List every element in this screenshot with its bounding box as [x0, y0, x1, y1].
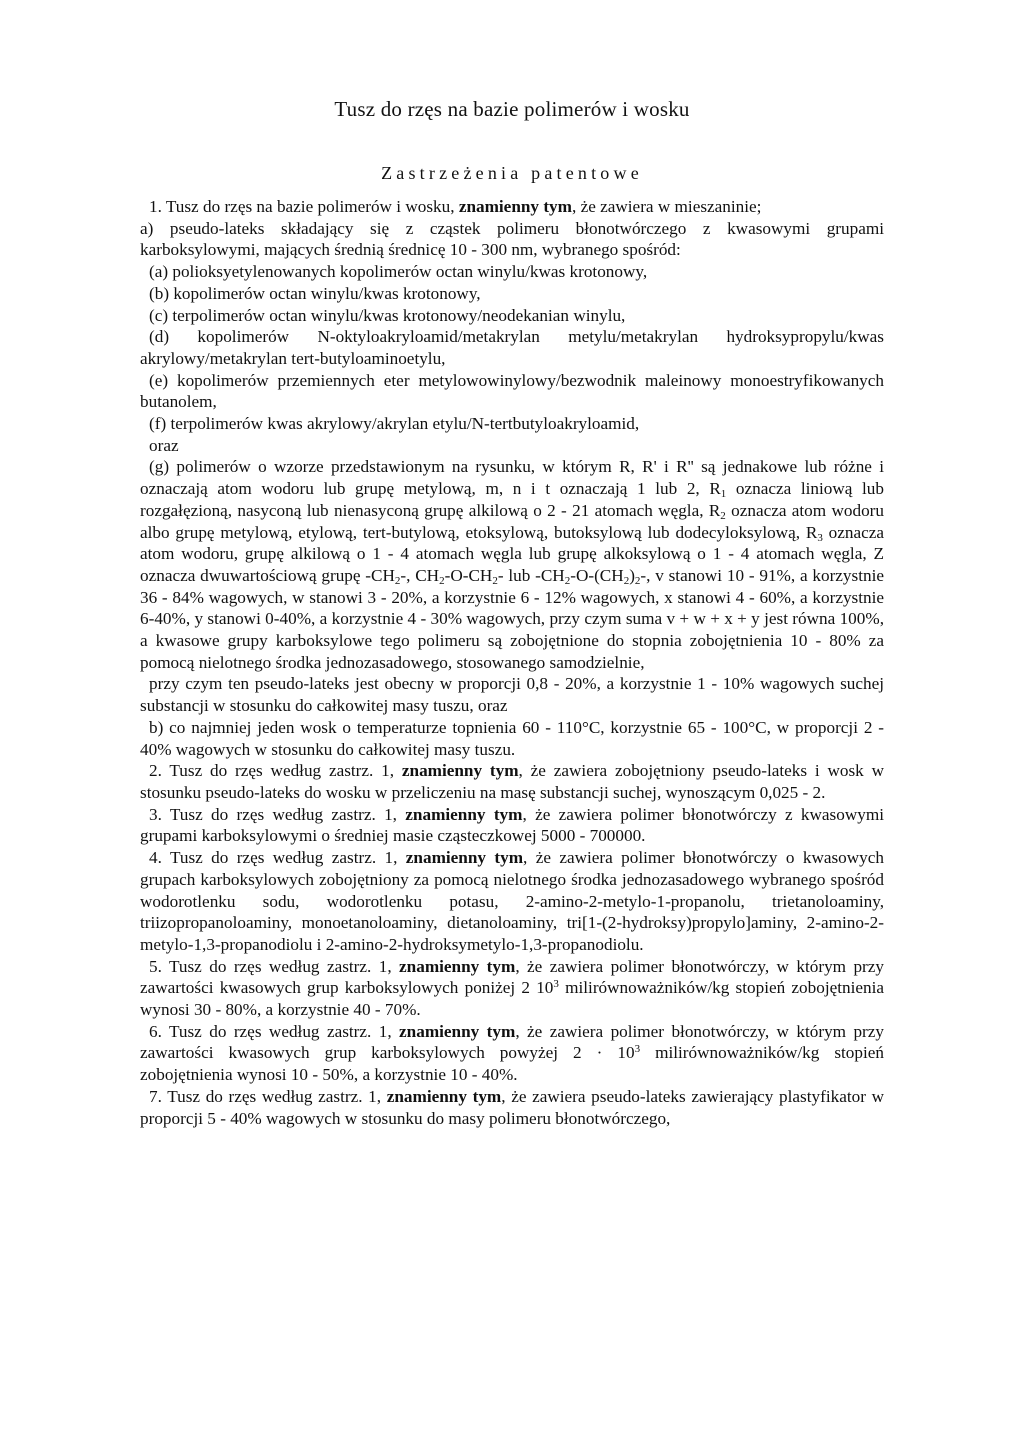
claim-7-text: , że zawiera pseudo-lateks zawierający plastyfikator w proporcji 5 - 40% wagowych w stosunku do masy polimeru błonotwórczego, [140, 1086, 884, 1128]
claim-6-text-end: milirównoważników/kg stopień zobojętnienia wynosi 10 - 50%, a korzystnie 10 - 40%. [140, 1043, 884, 1085]
claim-6-exponent: 3 [634, 1043, 641, 1056]
g-sub-5: 2 [439, 574, 445, 587]
g-sub-1: 1 [720, 488, 727, 501]
claim-6-text: , że zawiera polimer błonotwórczy, w którym przy zawartości kwasowych grup karboksylowych powyżej 2 · 10 [140, 1021, 884, 1063]
document-subtitle: Zastrzeżenia patentowe [381, 163, 643, 183]
claim-5-text-end: milirównoważników/kg stopień zobojętnienia wynosi 30 - 80%, a korzystnie 40 - 70%. [140, 978, 884, 1020]
list-connector-oraz: oraz [149, 435, 179, 455]
claim-2-number-text: 2. Tusz do rzęs według zastrz. 1, [149, 761, 395, 781]
list-item-c: (c) terpolimerów octan winylu/kwas krotonowy/neodekanian winylu, [149, 305, 626, 325]
g-text-10: -, v stanowi 10 - 91%, a korzystnie 36 - 84% wagowych, w stanowi 3 - 20%, a korzystnie 6 - 12% wagowych, x stanowi 4 - 60%, a korzystnie 6-40%, y stanowi 0-40%, a korzystnie 4 - 30% wagowych, przy czym suma v + w + x + y jest równa 100%, a kwasowe grupy karboksylowe tego polimeru są zobojętnione do stopnia zobojętnienia 10 - 80% za pomocą nielotnego środka jednozasadowego, stosowanego samodzielnie, [140, 565, 884, 672]
list-item-d: (d) kopolimerów N-oktyloakryloamid/metakrylan metylu/metakrylan hydroksypropylu/kwas akrylowy/metakrylan tert-butyloaminoetylu, [140, 327, 884, 368]
claim-1-number-text: 1. Tusz do rzęs na bazie polimerów i wosku, [149, 197, 455, 216]
list-item-e: (e) kopolimerów przemiennych eter metylowowinylowy/bezwodnik maleinowy monoestryfikowanych butanolem, [140, 370, 884, 412]
claim-5-text: , że zawiera polimer błonotwórczy, w którym przy zawartości kwasowych grup karboksylowych poniżej 2 10 [140, 956, 884, 998]
claim-4-keyword: znamienny tym [405, 848, 524, 868]
claim-6-keyword: znamienny tym [399, 1021, 516, 1041]
g-sub-9: 2 [634, 574, 641, 587]
claim-7 [140, 1086, 884, 1129]
g-text-6: -O-CH [444, 565, 493, 585]
g-text-5: -, CH [400, 565, 440, 585]
g-text-1: (g) polimerów o wzorze przedstawionym na rysunku, w którym R, R' i R'' są jednakowe lub różne i oznaczają atom wodoru lub grupę metylową, m, n i t oznaczają 1 lub 2, R [140, 457, 884, 499]
claim-3 [140, 804, 884, 847]
claim-1-part-a: a) pseudo-lateks składający się z cząstek polimeru błonotwórczego z kwasowymi grupami karboksylowymi, mających średnią średnicę 10 - 300 nm, wybranego spośród: [140, 218, 884, 260]
claim-1-intro [140, 196, 884, 218]
claim-1-part-b: b) co najmniej jeden wosk o temperaturze topnienia 60 - 110°C, korzystnie 65 - 100°C, w proporcji 2 - 40% wagowych w stosunku do całkowitej masy tuszu. [140, 717, 884, 759]
g-sub-2: 2 [720, 509, 726, 522]
g-text-9: ) [629, 565, 635, 585]
list-item-a: (a) polioksyetylenowanych kopolimerów octan winylu/kwas krotonowy, [149, 262, 648, 282]
claim-3-number-text: 3. Tusz do rzęs według zastrz. 1, [149, 804, 397, 824]
g-text-4: oznacza atom wodoru, grupę alkilową o 1 - 4 atomach węgla lub grupę alkoksylową o 1 - 4 atomach węgla, Z oznacza dwuwartościową grupę -CH [140, 522, 884, 585]
list-item-f: (f) terpolimerów kwas akrylowy/akrylan etylu/N-tertbutyloakryloamid, [149, 414, 640, 434]
g-text-3: oznacza atom wodoru albo grupę metylową, etylową, tert-butylową, etoksylową, butoksylową lub dodecyloksylową, R [140, 500, 884, 542]
g-sub-6: 2 [492, 574, 498, 587]
claim-5 [140, 956, 884, 1021]
g-sub-7: 2 [564, 574, 571, 587]
claim-2-keyword: znamienny tym [401, 761, 519, 781]
claim-5-exponent: 3 [553, 978, 559, 991]
claim-2 [140, 760, 884, 803]
g-sub-8: 2 [623, 574, 630, 587]
g-text-8: -O-(CH [570, 565, 624, 585]
g-sub-3: 3 [817, 531, 823, 544]
claim-4-number-text: 4. Tusz do rzęs według zastrz. 1, [149, 848, 398, 868]
claim-7-number-text: 7. Tusz do rzęs według zastrz. 1, [149, 1086, 382, 1106]
claim-5-number-text: 5. Tusz do rzęs według zastrz. 1, [149, 956, 392, 976]
g-text-7: - lub -CH [497, 565, 565, 585]
claims-body [140, 196, 884, 1129]
claim-7-keyword: znamienny tym [386, 1086, 502, 1106]
document-title: Tusz do rzęs na bazie polimerów i wosku [334, 97, 690, 121]
claim-4 [140, 847, 884, 956]
g-sub-4: 2 [394, 574, 401, 587]
claim-1-keyword: znamienny tym [458, 197, 572, 216]
claim-5-keyword: znamienny tym [399, 956, 516, 976]
claim-1-intro-end: , że zawiera w mieszaninie; [571, 197, 762, 216]
claim-3-text: , że zawiera polimer błonotwórczy z kwasowymi grupami karboksylowymi o średniej masie cząsteczkowej 5000 - 700000. [140, 804, 884, 846]
claim-6 [140, 1021, 884, 1086]
g-text-2: oznacza liniową lub rozgałęzioną, nasyconą lub nienasyconą grupę alkilową o 2 - 21 atomach węgla, R [140, 479, 884, 520]
claim-6-number-text: 6. Tusz do rzęs według zastrz. 1, [149, 1021, 392, 1041]
claim-4-text: , że zawiera polimer błonotwórczy o kwasowych grupach karboksylowych zobojętniony za pomocą nielotnego środka jednozasadowego wybranego spośród wodorotlenku sodu, wodorotlenku potasu, 2-amino-2-metylo-1-propanolu, trietanoloaminy, triizopropanoloaminy, monoetanoloaminy, dietanoloaminy, tri[1-(2-hydroksy)propylo]aminy, 2-amino-2-metylo-1,3-propanodiolu i 2-amino-2-hydroksymetylo-1,3-propanodiolu. [140, 848, 884, 954]
claim-2-text: , że zawiera zobojętniony pseudo-lateks i wosk w stosunku pseudo-lateks do wosku w przeliczeniu na masę substancji suchej, wynoszącym 0,025 - 2. [140, 761, 885, 802]
claim-1-proportion: przy czym ten pseudo-lateks jest obecny w proporcji 0,8 - 20%, a korzystnie 1 - 10% wagowych suchej substancji w stosunku do całkowitej masy tuszu, oraz [140, 674, 884, 716]
list-item-g [140, 456, 884, 673]
claim-3-keyword: znamienny tym [405, 804, 523, 824]
list-item-b: (b) kopolimerów octan winylu/kwas krotonowy, [149, 283, 481, 303]
